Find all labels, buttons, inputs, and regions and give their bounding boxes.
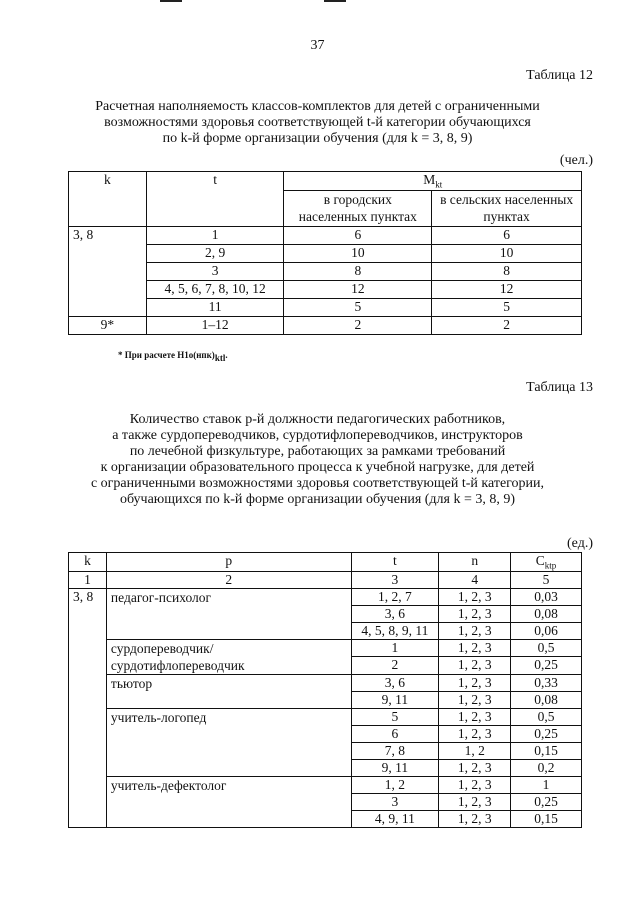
cell-n: 1, 2, 3 bbox=[439, 725, 511, 742]
header-t: t bbox=[351, 553, 439, 572]
col-number: 4 bbox=[439, 571, 511, 588]
header-m-main: M bbox=[423, 172, 436, 187]
cell-c: 0,15 bbox=[511, 810, 582, 827]
table-13-label: Таблица 13 bbox=[526, 380, 593, 395]
cell-c: 1 bbox=[511, 776, 582, 793]
cell-rural: 10 bbox=[432, 244, 582, 262]
cell-c: 0,33 bbox=[511, 674, 582, 691]
cell-p: учитель-дефектолог bbox=[106, 776, 351, 827]
cell-t: 9, 11 bbox=[351, 759, 439, 776]
cell-c: 0,03 bbox=[511, 588, 582, 605]
header-c bbox=[511, 553, 582, 572]
cell-rural: 2 bbox=[432, 316, 582, 334]
table-12-label: Таблица 12 bbox=[526, 68, 593, 83]
table-13-body bbox=[69, 588, 582, 827]
header-k: k bbox=[69, 553, 107, 572]
title-line: по k-й форме организации обучения (для k = 3, 8, 9) bbox=[162, 131, 473, 146]
cell-t: 9, 11 bbox=[351, 691, 439, 708]
table-13 bbox=[68, 552, 582, 828]
col-number: 5 bbox=[511, 571, 582, 588]
table-row bbox=[69, 674, 582, 691]
cell-n: 1, 2, 3 bbox=[439, 674, 511, 691]
title-line: к организации образовательного процесса к учебной нагрузке, для детей bbox=[100, 460, 535, 475]
header-m-sub: kt bbox=[435, 179, 443, 190]
cell-rural: 12 bbox=[432, 280, 582, 298]
cell-p: педагог-психолог bbox=[106, 588, 351, 639]
cell-p: сурдопереводчик/ сурдотифлопереводчик bbox=[106, 639, 351, 674]
cell-t: 3, 6 bbox=[351, 674, 439, 691]
title-line: возможностями здоровья соответствующей t-й категории обучающихся bbox=[104, 115, 531, 130]
cell-t: 1, 2 bbox=[351, 776, 439, 793]
header-t: t bbox=[146, 172, 284, 227]
cell-t: 2 bbox=[351, 657, 439, 675]
title-line: обучающихся по k-й форме организации обучения (для k = 3, 8, 9) bbox=[119, 492, 516, 507]
cell-t: 4, 5, 8, 9, 11 bbox=[351, 622, 439, 639]
header-c-main: C bbox=[535, 553, 545, 568]
cell-urban: 6 bbox=[284, 226, 432, 244]
table-row bbox=[69, 708, 582, 725]
table-13-title bbox=[40, 412, 595, 508]
header-rural: в сельских населенных пунктах bbox=[432, 190, 582, 226]
title-line: Расчетная наполняемость классов-комплектов для детей с ограниченными bbox=[95, 99, 540, 114]
title-line: по лечебной физкультуре, работающих за рамками требований bbox=[129, 444, 506, 459]
cell-t: 3, 6 bbox=[351, 605, 439, 622]
col-number: 2 bbox=[106, 571, 351, 588]
cell-c: 0,25 bbox=[511, 657, 582, 675]
cell-k: 3, 8 bbox=[69, 226, 147, 316]
cell-t: 7, 8 bbox=[351, 742, 439, 759]
cell-n: 1, 2, 3 bbox=[439, 793, 511, 810]
cell-n: 1, 2, 3 bbox=[439, 639, 511, 657]
title-line: Количество ставок р-й должности педагогических работников, bbox=[129, 412, 506, 427]
cell-rural: 6 bbox=[432, 226, 582, 244]
col-number: 3 bbox=[351, 571, 439, 588]
cell-urban: 2 bbox=[284, 316, 432, 334]
cell-c: 0,06 bbox=[511, 622, 582, 639]
cell-n: 1, 2, 3 bbox=[439, 776, 511, 793]
cell-c: 0,5 bbox=[511, 708, 582, 725]
cell-t: 3 bbox=[146, 262, 284, 280]
footnote-sub: ktl bbox=[214, 352, 226, 363]
cell-urban: 8 bbox=[284, 262, 432, 280]
cell-c: 0,5 bbox=[511, 639, 582, 657]
cell-t: 4, 9, 11 bbox=[351, 810, 439, 827]
header-p: p bbox=[106, 553, 351, 572]
cell-c: 0,25 bbox=[511, 793, 582, 810]
cell-c: 0,25 bbox=[511, 725, 582, 742]
cell-n: 1, 2 bbox=[439, 742, 511, 759]
cell-c: 0,08 bbox=[511, 691, 582, 708]
cell-urban: 5 bbox=[284, 298, 432, 316]
cell-n: 1, 2, 3 bbox=[439, 708, 511, 725]
cell-urban: 12 bbox=[284, 280, 432, 298]
cell-urban: 10 bbox=[284, 244, 432, 262]
cell-n: 1, 2, 3 bbox=[439, 657, 511, 675]
header-n: n bbox=[439, 553, 511, 572]
page-number: 37 bbox=[310, 38, 325, 53]
cell-t: 11 bbox=[146, 298, 284, 316]
col-number: 1 bbox=[69, 571, 107, 588]
footnote-text: * При расчете Н1о(нпк) bbox=[118, 350, 215, 360]
scan-artifact-left bbox=[160, 0, 182, 2]
table-12-unit: (чел.) bbox=[559, 153, 593, 168]
cell-t: 6 bbox=[351, 725, 439, 742]
cell-p: тьютор bbox=[106, 674, 351, 708]
cell-k: 9* bbox=[69, 316, 147, 334]
cell-c: 0,08 bbox=[511, 605, 582, 622]
header-c-sub: ktp bbox=[544, 560, 557, 571]
cell-rural: 5 bbox=[432, 298, 582, 316]
cell-p: учитель-логопед bbox=[106, 708, 351, 776]
table-row bbox=[69, 776, 582, 793]
cell-n: 1, 2, 3 bbox=[439, 759, 511, 776]
cell-c: 0,15 bbox=[511, 742, 582, 759]
table-row bbox=[69, 639, 582, 657]
table-13-unit: (ед.) bbox=[567, 536, 593, 551]
table-12-title bbox=[40, 99, 595, 147]
cell-t: 4, 5, 6, 7, 8, 10, 12 bbox=[146, 280, 284, 298]
cell-k: 3, 8 bbox=[69, 588, 107, 827]
scan-artifact-right bbox=[324, 0, 346, 2]
cell-t: 1–12 bbox=[146, 316, 284, 334]
header-m bbox=[284, 172, 582, 191]
header-urban: в городских населенных пунктах bbox=[284, 190, 432, 226]
cell-t: 5 bbox=[351, 708, 439, 725]
table-12 bbox=[68, 171, 582, 335]
footnote-end: . bbox=[225, 350, 228, 360]
table-row bbox=[69, 588, 582, 605]
cell-n: 1, 2, 3 bbox=[439, 810, 511, 827]
cell-rural: 8 bbox=[432, 262, 582, 280]
header-k: k bbox=[69, 172, 147, 227]
cell-n: 1, 2, 3 bbox=[439, 622, 511, 639]
cell-t: 1 bbox=[146, 226, 284, 244]
table-12-footnote bbox=[118, 350, 228, 363]
title-line: а также сурдопереводчиков, сурдотифлопереводчиков, инструкторов bbox=[112, 428, 523, 443]
cell-t: 1 bbox=[351, 639, 439, 657]
cell-t: 2, 9 bbox=[146, 244, 284, 262]
title-line: с ограниченными возможностями здоровья соответствующей t-й категории, bbox=[90, 476, 545, 491]
cell-n: 1, 2, 3 bbox=[439, 691, 511, 708]
cell-n: 1, 2, 3 bbox=[439, 588, 511, 605]
cell-t: 3 bbox=[351, 793, 439, 810]
cell-t: 1, 2, 7 bbox=[351, 588, 439, 605]
cell-c: 0,2 bbox=[511, 759, 582, 776]
cell-n: 1, 2, 3 bbox=[439, 605, 511, 622]
